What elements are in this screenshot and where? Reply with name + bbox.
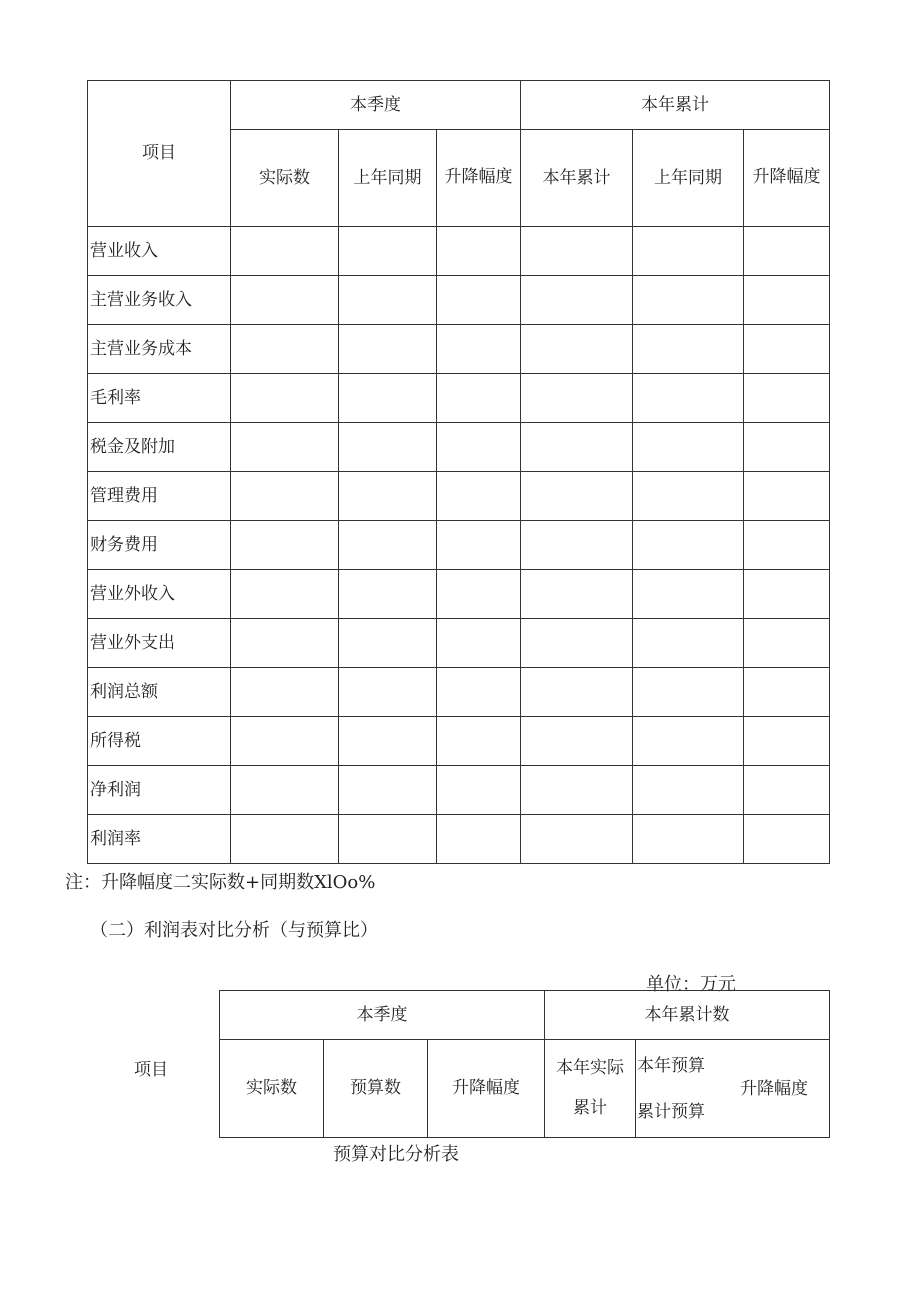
item-header: 项目 [88, 81, 231, 227]
table-cell [633, 619, 744, 668]
table-cell [231, 276, 339, 325]
table-cell [744, 423, 830, 472]
table-cell [744, 325, 830, 374]
table-cell [339, 815, 437, 864]
row-label: 管理费用 [88, 472, 231, 521]
formula-note: 注：升降幅度二实际数+同期数XlOo% [65, 872, 376, 893]
table-cell [339, 619, 437, 668]
table-cell [633, 227, 744, 276]
row-label: 主营业务成本 [88, 325, 231, 374]
table-cell [339, 521, 437, 570]
table-cell [339, 717, 437, 766]
profit-comparison-table [87, 80, 830, 864]
table-cell [633, 521, 744, 570]
budget-comparison-table [219, 990, 830, 1138]
ytd-budget-sub-label: 累计预算 [637, 1102, 706, 1122]
table-cell [521, 619, 633, 668]
table-cell [633, 276, 744, 325]
table-cell [744, 521, 830, 570]
row-label: 税金及附加 [88, 423, 231, 472]
table-cell [437, 815, 521, 864]
table-cell [437, 423, 521, 472]
table-cell [339, 374, 437, 423]
col-quarter-actual: 实际数 [231, 130, 339, 227]
table-cell [231, 766, 339, 815]
table-cell [633, 570, 744, 619]
table-row [88, 227, 830, 276]
table-cell [231, 717, 339, 766]
col-ytd-budget-change [636, 1040, 830, 1138]
table-cell [231, 815, 339, 864]
table-cell [339, 766, 437, 815]
col-ytd-change: 升降幅度 [744, 130, 830, 227]
table-cell [521, 472, 633, 521]
table-cell [744, 472, 830, 521]
row-label: 利润总额 [88, 668, 231, 717]
table-row [88, 423, 830, 472]
table-cell [633, 325, 744, 374]
table-cell [231, 227, 339, 276]
col-ytd-actual: 本年实际累计 [545, 1040, 636, 1138]
table-cell [633, 668, 744, 717]
table-cell [633, 374, 744, 423]
table-row [88, 276, 830, 325]
col-budget-change: 升降幅度 [428, 1040, 545, 1138]
table-cell [633, 423, 744, 472]
table-cell [231, 619, 339, 668]
table-row [88, 619, 830, 668]
table-cell [633, 815, 744, 864]
table-cell [521, 570, 633, 619]
table-cell [744, 276, 830, 325]
table-cell [744, 815, 830, 864]
table-row [88, 717, 830, 766]
row-label: 利润率 [88, 815, 231, 864]
row-label: 毛利率 [88, 374, 231, 423]
col-quarter-last-year: 上年同期 [339, 130, 437, 227]
table-row [88, 815, 830, 864]
row-label: 主营业务收入 [88, 276, 231, 325]
ytd-budget-label: 本年预算 [637, 1056, 706, 1076]
col-budget-actual: 实际数 [220, 1040, 324, 1138]
budget-item-header: 项目 [134, 1060, 168, 1080]
table-cell [339, 227, 437, 276]
table-cell [231, 423, 339, 472]
table-cell [521, 717, 633, 766]
table-cell [744, 570, 830, 619]
table-row [88, 766, 830, 815]
table-cell [521, 374, 633, 423]
table-cell [521, 668, 633, 717]
table-cell [339, 325, 437, 374]
table-caption: 预算对比分析表 [333, 1144, 459, 1165]
table-cell [437, 717, 521, 766]
table-cell [521, 521, 633, 570]
table-cell [231, 374, 339, 423]
quarter-header: 本季度 [231, 81, 521, 130]
table-cell [339, 423, 437, 472]
row-label: 营业外收入 [88, 570, 231, 619]
col-ytd-last-year: 上年同期 [633, 130, 744, 227]
table-cell [744, 619, 830, 668]
table-cell [437, 570, 521, 619]
table-cell [437, 472, 521, 521]
table-row [88, 668, 830, 717]
section-title: （二）利润表对比分析（与预算比） [90, 920, 378, 941]
table-cell [633, 766, 744, 815]
table-cell [231, 570, 339, 619]
table-row [88, 374, 830, 423]
table-cell [437, 668, 521, 717]
row-label: 净利润 [88, 766, 231, 815]
table-cell [744, 374, 830, 423]
unit-label: 单位：万元 [646, 974, 736, 995]
ytd-header: 本年累计 [521, 81, 830, 130]
table-cell [231, 668, 339, 717]
col-quarter-change: 升降幅度 [437, 130, 521, 227]
table-cell [339, 472, 437, 521]
table-cell [437, 227, 521, 276]
table-cell [521, 423, 633, 472]
row-label: 所得税 [88, 717, 231, 766]
table-cell [437, 521, 521, 570]
table-cell [437, 374, 521, 423]
table-cell [231, 521, 339, 570]
table-cell [521, 227, 633, 276]
table-cell [339, 668, 437, 717]
table-cell [744, 766, 830, 815]
table-cell [437, 619, 521, 668]
table-cell [744, 717, 830, 766]
row-label: 营业外支出 [88, 619, 231, 668]
table-cell [437, 276, 521, 325]
table-cell [633, 717, 744, 766]
table-row [88, 325, 830, 374]
table-row [88, 570, 830, 619]
table-row [88, 472, 830, 521]
table-cell [231, 472, 339, 521]
table-cell [521, 815, 633, 864]
table-cell [231, 325, 339, 374]
table-cell [437, 766, 521, 815]
budget-ytd-header: 本年累计数 [545, 991, 830, 1040]
ytd-change-label: 升降幅度 [740, 1079, 809, 1099]
table-cell [744, 227, 830, 276]
row-label: 营业收入 [88, 227, 231, 276]
table-row [88, 521, 830, 570]
table-cell [633, 472, 744, 521]
ytd-budget-split-cell [636, 1040, 829, 1137]
col-ytd-total: 本年累计 [521, 130, 633, 227]
table-cell [521, 766, 633, 815]
row-label: 财务费用 [88, 521, 231, 570]
table-cell [744, 668, 830, 717]
table-cell [521, 276, 633, 325]
table-cell [437, 325, 521, 374]
table-cell [339, 570, 437, 619]
col-budget-plan: 预算数 [324, 1040, 428, 1138]
table-cell [339, 276, 437, 325]
budget-quarter-header: 本季度 [220, 991, 545, 1040]
table-cell [521, 325, 633, 374]
